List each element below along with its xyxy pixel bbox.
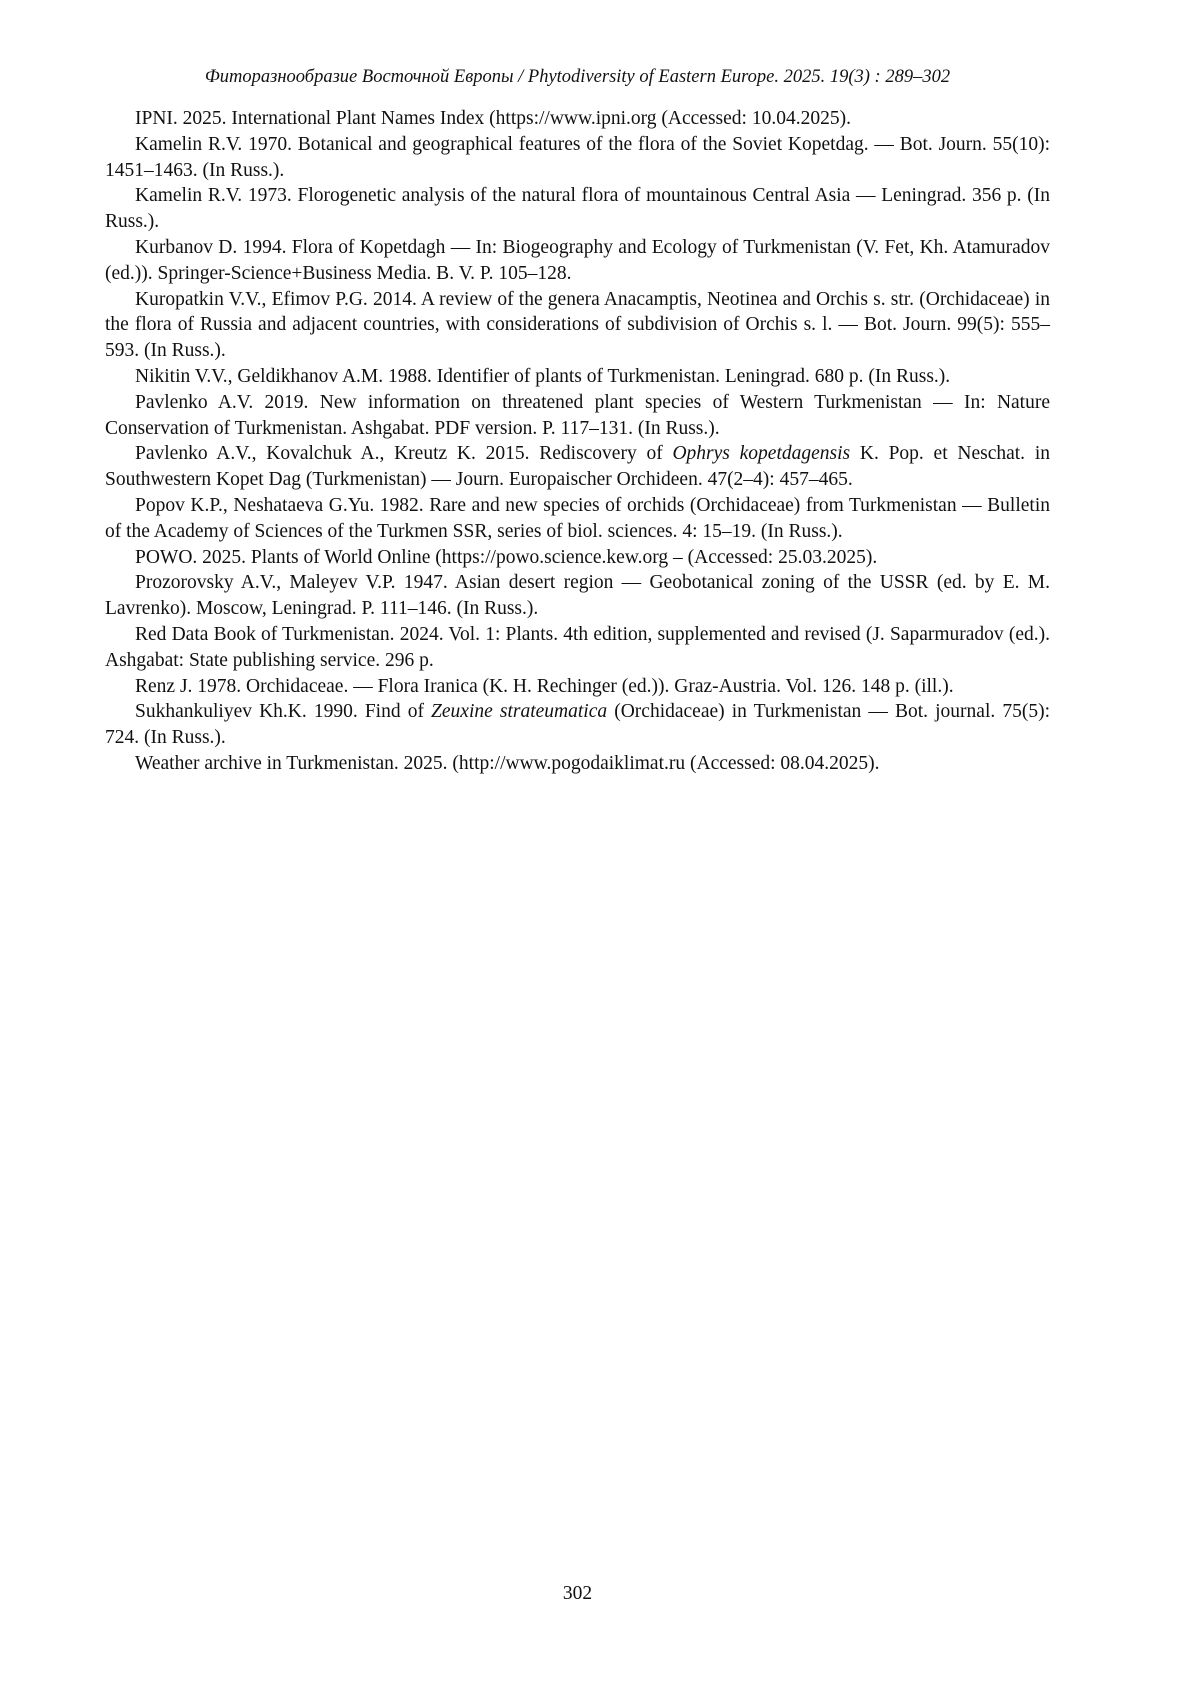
reference-entry: Kuropatkin V.V., Efimov P.G. 2014. A review of the genera Anacamptis, Neotinea and Orchis s. str. (Orchidaceae) in the flora of Russia and adjacent countries, with considerations of subdivision of Orchis s. l. — Bot. Journ. 99(5): 555–593. (In Russ.). (105, 288, 1050, 362)
reference-entry: Pavlenko A.V., Kovalchuk A., Kreutz K. 2015. Rediscovery of Ophrys kopetdagensis K. Pop. et Neschat. in Southwestern Kopet Dag (Turkmenistan) — Journ. Europaischer Orchideen. 47(2–4): 457–465. (105, 443, 1050, 491)
reference-entry: Kurbanov D. 1994. Flora of Kopetdagh — In: Biogeography and Ecology of Turkmenistan (V. Fet, Kh. Atamuradov (ed.)). Springer-Science+Business Media. B. V. P. 105–128. (105, 236, 1050, 284)
reference-entry: Popov K.P., Neshataeva G.Yu. 1982. Rare and new species of orchids (Orchidaceae) from Turkmenistan — Bulletin of the Academy of Sciences of the Turkmen SSR, series of biol. sciences. 4: 15–19. (In Russ.). (105, 494, 1050, 542)
reference-entry: Red Data Book of Turkmenistan. 2024. Vol. 1: Plants. 4th edition, supplemented and revised (J. Saparmuradov (ed.). Ashgabat: State publishing service. 296 p. (105, 623, 1050, 671)
page-number: 302 (562, 1583, 593, 1604)
reference-entry: Weather archive in Turkmenistan. 2025. (http://www.pogodaiklimat.ru (Accessed: 08.04.2025). (135, 752, 880, 774)
species-name-italic: Zeuxine strateumatica (431, 701, 608, 723)
reference-entry: Kamelin R.V. 1973. Florogenetic analysis of the natural flora of mountainous Central Asia — Leningrad. 356 p. (In Russ.). (105, 185, 1050, 233)
reference-entry: Sukhankuliyev Kh.K. 1990. Find of Zeuxine strateumatica (Orchidaceae) in Turkmenistan — Bot. journal. 75(5): 724. (In Russ.). (105, 701, 1050, 749)
reference-entry: Nikitin V.V., Geldikhanov A.M. 1988. Identifier of plants of Turkmenistan. Leningrad. 680 p. (In Russ.). (135, 365, 951, 387)
reference-entry: Kamelin R.V. 1970. Botanical and geographical features of the flora of the Soviet Kopetdag. — Bot. Journ. 55(10): 1451–1463. (In Russ.). (105, 133, 1050, 181)
reference-entry: IPNI. 2025. International Plant Names Index (https://www.ipni.org (Accessed: 10.04.2025). (135, 108, 851, 129)
reference-entry: POWO. 2025. Plants of World Online (https://powo.science.kew.org – (Accessed: 25.03.2025). (135, 546, 878, 568)
running-head: Фиторазнообразие Восточной Европы / Phytodiversity of Eastern Europe. 2025. 19(3) : 289–302 (204, 67, 951, 87)
reference-entry: Pavlenko A.V. 2019. New information on threatened plant species of Western Turkmenistan — In: Nature Conservation of Turkmenistan. Ashgabat. PDF version. P. 117–131. (In Russ.). (105, 391, 1050, 439)
species-name-italic: Ophrys kopetdagensis (672, 443, 851, 465)
references-list (105, 106, 1050, 777)
reference-entry: Prozorovsky A.V., Maleyev V.P. 1947. Asian desert region — Geobotanical zoning of the USSR (ed. by E. M. Lavrenko). Moscow, Leningrad. P. 111–146. (In Russ.). (105, 572, 1050, 620)
reference-entry: Renz J. 1978. Orchidaceae. — Flora Iranica (K. H. Rechinger (ed.)). Graz-Austria. Vol. 126. 148 p. (ill.). (135, 675, 954, 697)
